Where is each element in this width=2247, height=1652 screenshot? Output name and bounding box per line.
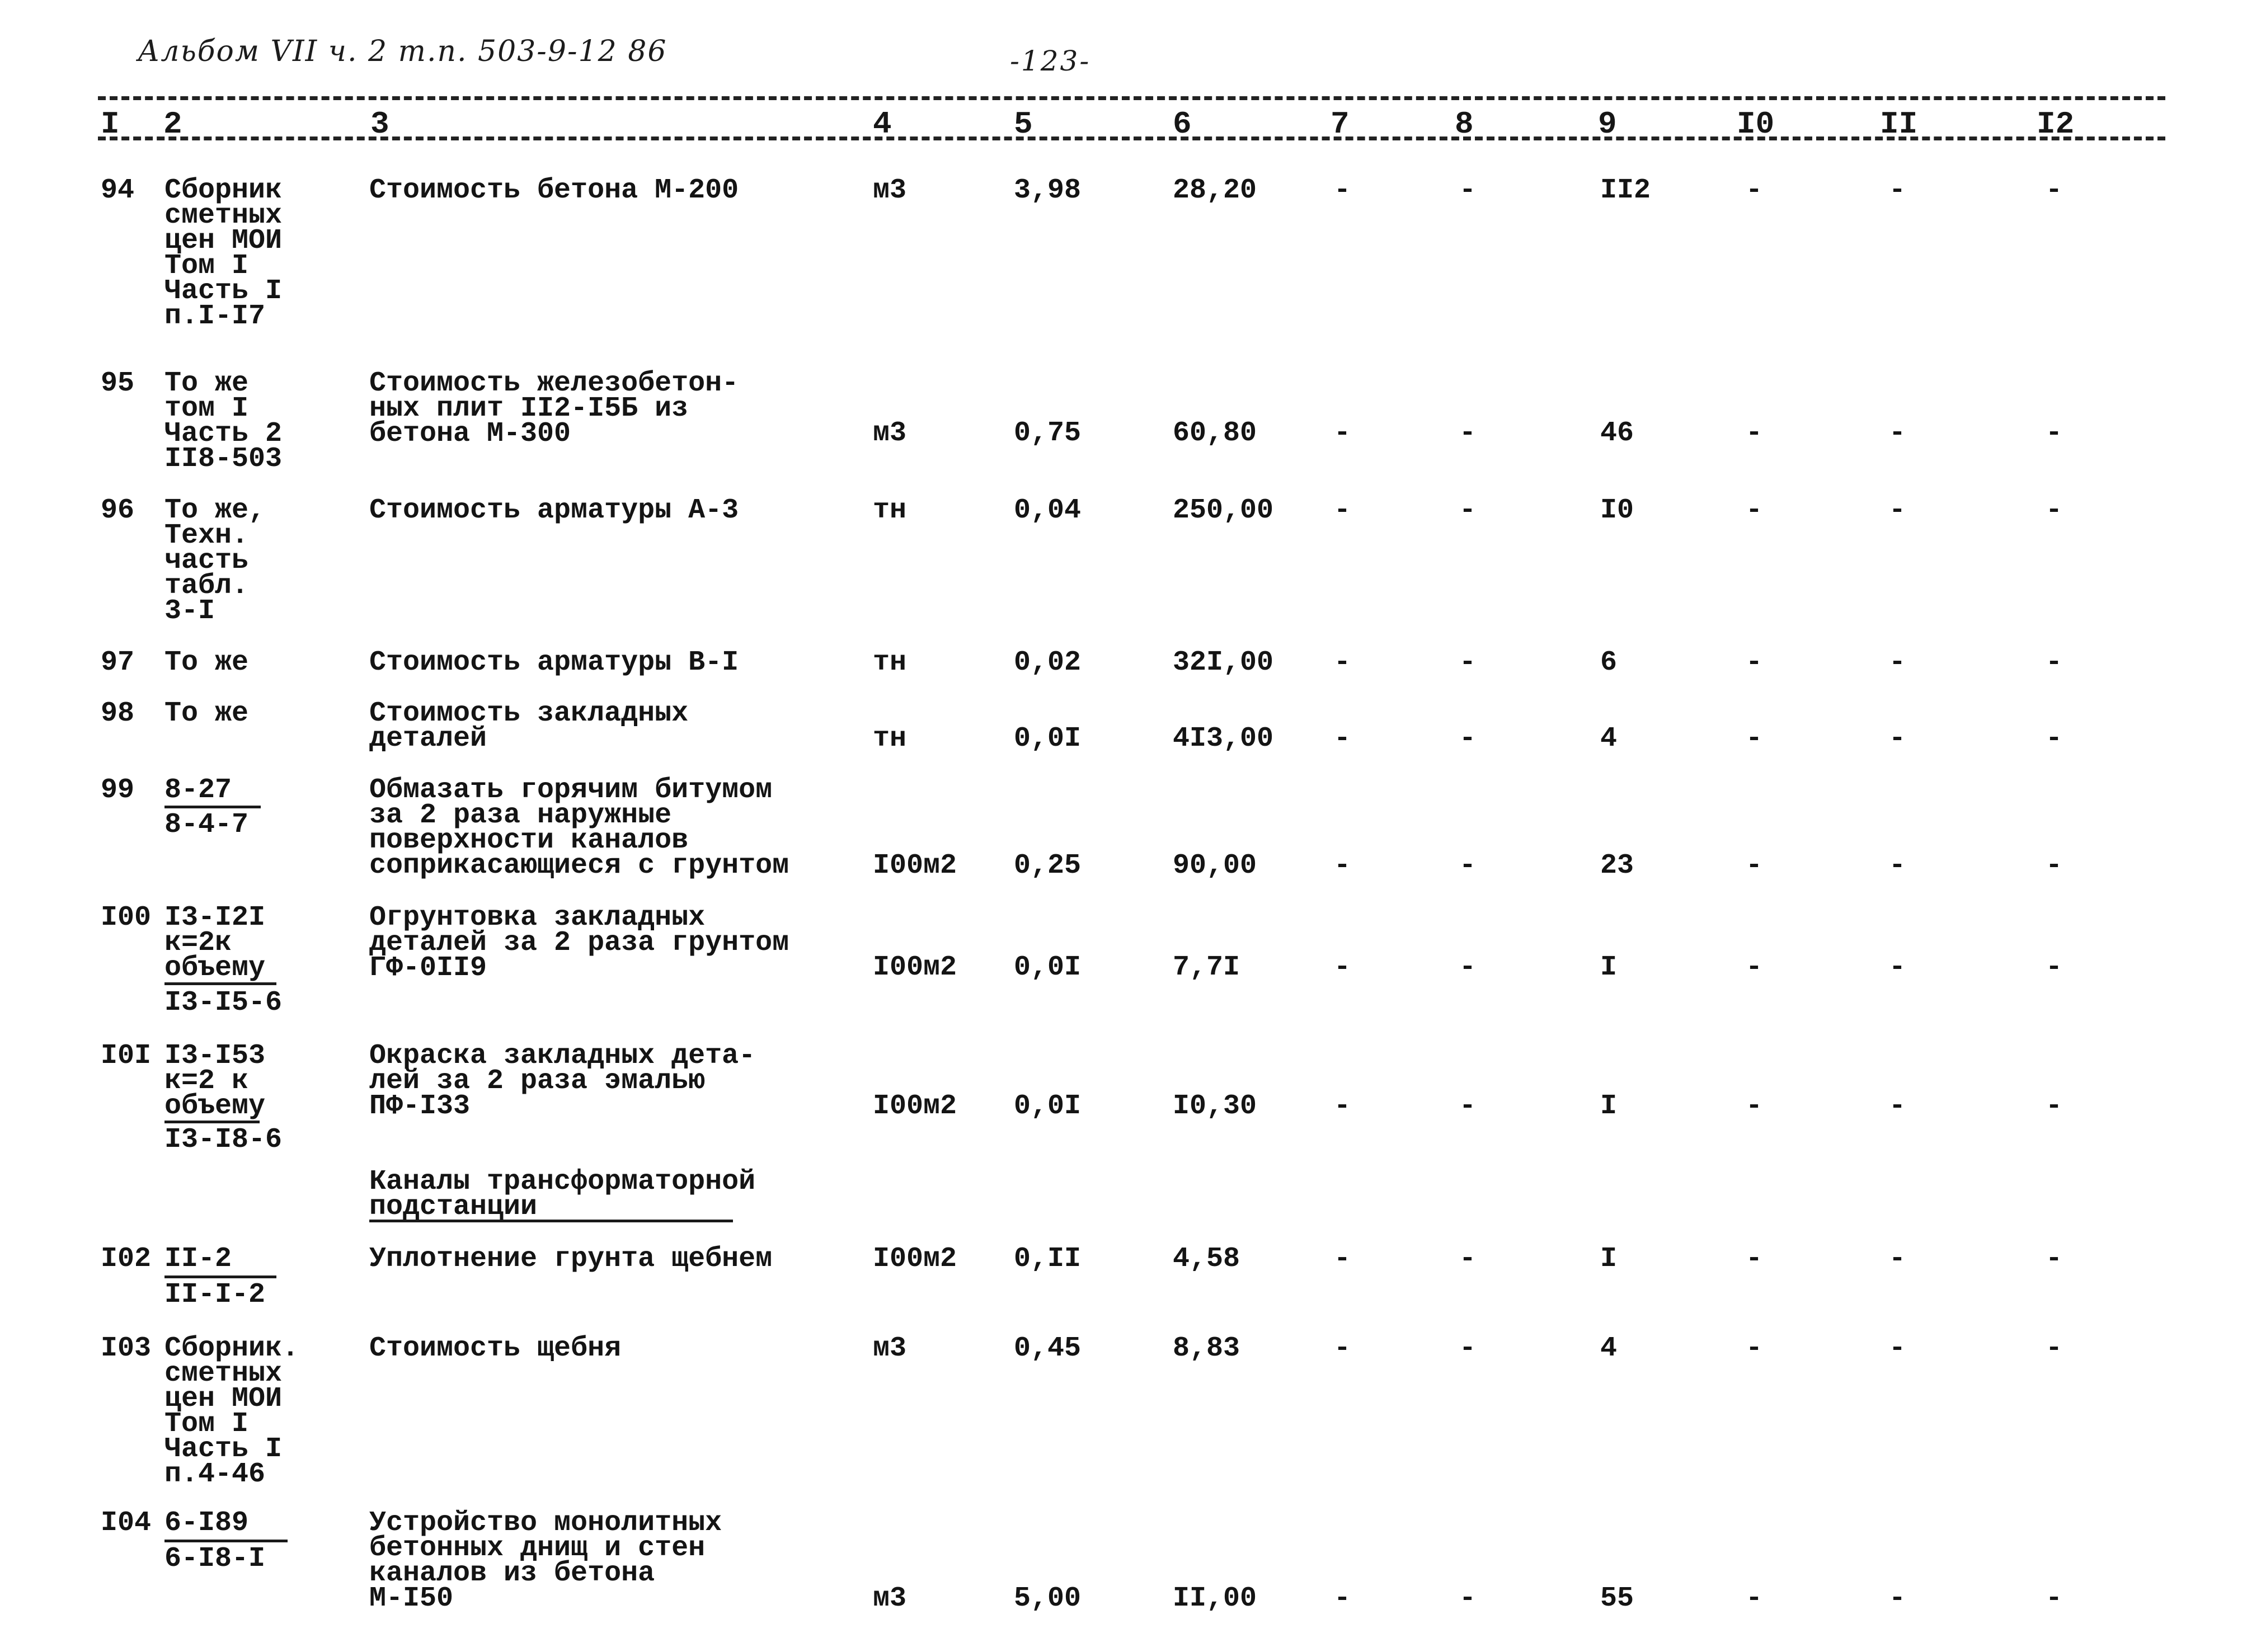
row-col8: -: [1459, 417, 1477, 449]
row-description: Стоимость железобетон- ных плит II2-I5Б из бетона М-300: [369, 368, 739, 450]
row-col11: -: [1889, 647, 1906, 679]
row-source: То же том I Часть 2 II8-503: [164, 368, 283, 475]
row-source-numerator: 6-I89: [164, 1507, 249, 1539]
column-header-9: 9: [1598, 106, 1617, 142]
row-source-numerator: I3-I2I к=2к объему: [164, 902, 266, 984]
row-number: 97: [101, 647, 135, 679]
row-col8: -: [1459, 1583, 1477, 1615]
row-col11: -: [1889, 417, 1906, 449]
row-source-denominator: II-I-2: [164, 1279, 266, 1311]
row-col7: -: [1334, 850, 1351, 882]
row-col12: -: [2046, 952, 2063, 983]
row-price: 8,83: [1173, 1333, 1240, 1364]
column-header-11: II: [1880, 106, 1918, 142]
row-source-denominator: 6-I8-I: [164, 1543, 266, 1575]
row-col9: I: [1600, 952, 1618, 983]
row-unit: м3: [873, 1583, 907, 1615]
row-col12: -: [2046, 647, 2063, 679]
row-price: 4,58: [1173, 1243, 1240, 1275]
row-price: 90,00: [1173, 850, 1257, 882]
row-unit: м3: [873, 175, 907, 206]
fraction-line: [164, 1121, 260, 1123]
row-quantity: 0,75: [1014, 417, 1082, 449]
row-source-denominator: I3-I8-6: [164, 1124, 283, 1156]
row-quantity: 0,02: [1014, 647, 1082, 679]
row-col9: I: [1600, 1090, 1618, 1122]
row-unit: I00м2: [873, 1243, 957, 1275]
row-source-numerator: II-2: [164, 1243, 232, 1275]
row-number: 98: [101, 698, 135, 729]
fraction-line: [164, 1276, 276, 1278]
row-number: 94: [101, 175, 135, 206]
row-number: I00: [101, 902, 152, 934]
row-source: Сборник. сметных цен МОИ Том I Часть I п.4-46: [164, 1333, 299, 1490]
row-col12: -: [2046, 417, 2063, 449]
row-col10: -: [1746, 850, 1763, 882]
row-description: Огрунтовка закладных деталей за 2 раза грунтом ГФ-0II9: [369, 902, 789, 984]
row-col12: -: [2046, 175, 2063, 206]
row-col11: -: [1889, 1333, 1906, 1364]
row-col12: -: [2046, 1333, 2063, 1364]
row-unit: I00м2: [873, 1090, 957, 1122]
row-col9: 55: [1600, 1583, 1634, 1615]
row-number: I03: [101, 1333, 152, 1364]
column-header-7: 7: [1331, 106, 1350, 142]
row-quantity: 0,0I: [1014, 1090, 1082, 1122]
row-col7: -: [1334, 1333, 1351, 1364]
row-quantity: 0,04: [1014, 495, 1082, 526]
row-col9: I: [1600, 1243, 1618, 1275]
row-col10: -: [1746, 495, 1763, 526]
row-price: 250,00: [1173, 495, 1274, 526]
row-col10: -: [1746, 175, 1763, 206]
row-col8: -: [1459, 1090, 1477, 1122]
row-col9: 6: [1600, 647, 1618, 679]
row-col12: -: [2046, 723, 2063, 755]
row-col10: -: [1746, 417, 1763, 449]
row-col11: -: [1889, 723, 1906, 755]
row-col12: -: [2046, 1243, 2063, 1275]
row-quantity: 0,0I: [1014, 952, 1082, 983]
column-header-2: 2: [163, 106, 182, 142]
row-col8: -: [1459, 723, 1477, 755]
row-col7: -: [1334, 1243, 1351, 1275]
header-rule-bottom: [98, 137, 2165, 140]
fraction-line: [164, 806, 261, 808]
row-col11: -: [1889, 495, 1906, 526]
row-quantity: 0,0I: [1014, 723, 1082, 755]
row-source: Сборник сметных цен МОИ Том I Часть I п.I-I7: [164, 175, 283, 332]
column-header-3: 3: [370, 106, 389, 142]
row-price: 60,80: [1173, 417, 1257, 449]
column-header-10: I0: [1737, 106, 1775, 142]
row-number: I0I: [101, 1040, 152, 1072]
row-col9: 46: [1600, 417, 1634, 449]
row-col11: -: [1889, 952, 1906, 983]
row-col7: -: [1334, 495, 1351, 526]
section-heading: Каналы трансформаторной подстанции: [369, 1166, 756, 1223]
row-col10: -: [1746, 952, 1763, 983]
column-header-6: 6: [1173, 106, 1192, 142]
row-description: Стоимость арматуры В-I: [369, 647, 739, 679]
row-col8: -: [1459, 1243, 1477, 1275]
column-header-4: 4: [873, 106, 892, 142]
row-col12: -: [2046, 1090, 2063, 1122]
section-heading-underline: [369, 1220, 733, 1222]
row-description: Стоимость бетона М-200: [369, 175, 739, 206]
column-header-8: 8: [1455, 106, 1474, 142]
row-col8: -: [1459, 952, 1477, 983]
album-reference: Альбом VII ч. 2 т.п. 503-9-12 86: [138, 35, 667, 68]
row-col8: -: [1459, 850, 1477, 882]
page-number: -123-: [1010, 45, 1091, 77]
row-col7: -: [1334, 1090, 1351, 1122]
row-col8: -: [1459, 1333, 1477, 1364]
row-unit: I00м2: [873, 952, 957, 983]
row-quantity: 0,45: [1014, 1333, 1082, 1364]
fraction-line: [164, 1540, 288, 1542]
row-source-numerator: 8-27: [164, 774, 232, 806]
row-number: 95: [101, 368, 135, 399]
row-col10: -: [1746, 647, 1763, 679]
row-number: 96: [101, 495, 135, 526]
row-unit: тн: [873, 647, 907, 679]
row-col7: -: [1334, 1583, 1351, 1615]
row-source-denominator: I3-I5-6: [164, 987, 283, 1019]
row-quantity: 5,00: [1014, 1583, 1082, 1615]
row-description: Стоимость закладных деталей: [369, 698, 689, 755]
row-col9: II2: [1600, 175, 1651, 206]
row-col9: 4: [1600, 723, 1618, 755]
row-col11: -: [1889, 1583, 1906, 1615]
row-description: Устройство монолитных бетонных днищ и стен каналов из бетона М-I50: [369, 1507, 722, 1615]
column-header-1: I: [101, 106, 120, 142]
row-price: 7,7I: [1173, 952, 1240, 983]
row-unit: м3: [873, 417, 907, 449]
row-col8: -: [1459, 175, 1477, 206]
fraction-line: [164, 982, 276, 985]
row-col7: -: [1334, 647, 1351, 679]
row-col10: -: [1746, 1583, 1763, 1615]
row-unit: I00м2: [873, 850, 957, 882]
row-price: I0,30: [1173, 1090, 1257, 1122]
row-col12: -: [2046, 1583, 2063, 1615]
row-col7: -: [1334, 952, 1351, 983]
row-price: 4I3,00: [1173, 723, 1274, 755]
row-col8: -: [1459, 495, 1477, 526]
row-col7: -: [1334, 175, 1351, 206]
row-source: То же: [164, 698, 249, 729]
row-description: Стоимость щебня: [369, 1333, 622, 1364]
row-description: Обмазать горячим битумом за 2 раза наружные поверхности каналов соприкасающиеся с грунтом: [369, 774, 789, 882]
row-col10: -: [1746, 723, 1763, 755]
row-number: I04: [101, 1507, 152, 1539]
row-number: 99: [101, 774, 135, 806]
row-col12: -: [2046, 495, 2063, 526]
row-col10: -: [1746, 1090, 1763, 1122]
row-col11: -: [1889, 175, 1906, 206]
row-col9: 23: [1600, 850, 1634, 882]
row-col9: I0: [1600, 495, 1634, 526]
row-col11: -: [1889, 1090, 1906, 1122]
header-rule-top: [98, 96, 2165, 100]
row-price: 28,20: [1173, 175, 1257, 206]
row-col7: -: [1334, 417, 1351, 449]
row-col8: -: [1459, 647, 1477, 679]
row-col10: -: [1746, 1243, 1763, 1275]
row-price: II,00: [1173, 1583, 1257, 1615]
row-unit: тн: [873, 495, 907, 526]
column-header-5: 5: [1014, 106, 1033, 142]
row-quantity: 0,25: [1014, 850, 1082, 882]
row-price: 32I,00: [1173, 647, 1274, 679]
row-description: Стоимость арматуры А-3: [369, 495, 739, 526]
row-unit: тн: [873, 723, 907, 755]
row-quantity: 3,98: [1014, 175, 1082, 206]
row-quantity: 0,II: [1014, 1243, 1082, 1275]
row-source-denominator: 8-4-7: [164, 809, 249, 841]
column-header-12: I2: [2037, 106, 2075, 142]
row-col10: -: [1746, 1333, 1763, 1364]
row-source-numerator: I3-I53 к=2 к объему: [164, 1040, 266, 1122]
row-col7: -: [1334, 723, 1351, 755]
row-col11: -: [1889, 1243, 1906, 1275]
row-number: I02: [101, 1243, 152, 1275]
row-col12: -: [2046, 850, 2063, 882]
row-unit: м3: [873, 1333, 907, 1364]
row-col11: -: [1889, 850, 1906, 882]
row-source: То же: [164, 647, 249, 679]
row-description: Уплотнение грунта щебнем: [369, 1243, 773, 1275]
row-source: То же, Техн. часть табл. 3-I: [164, 495, 266, 627]
row-description: Окраска закладных дета- лей за 2 раза эмалью ПФ-I33: [369, 1040, 756, 1122]
row-col9: 4: [1600, 1333, 1618, 1364]
